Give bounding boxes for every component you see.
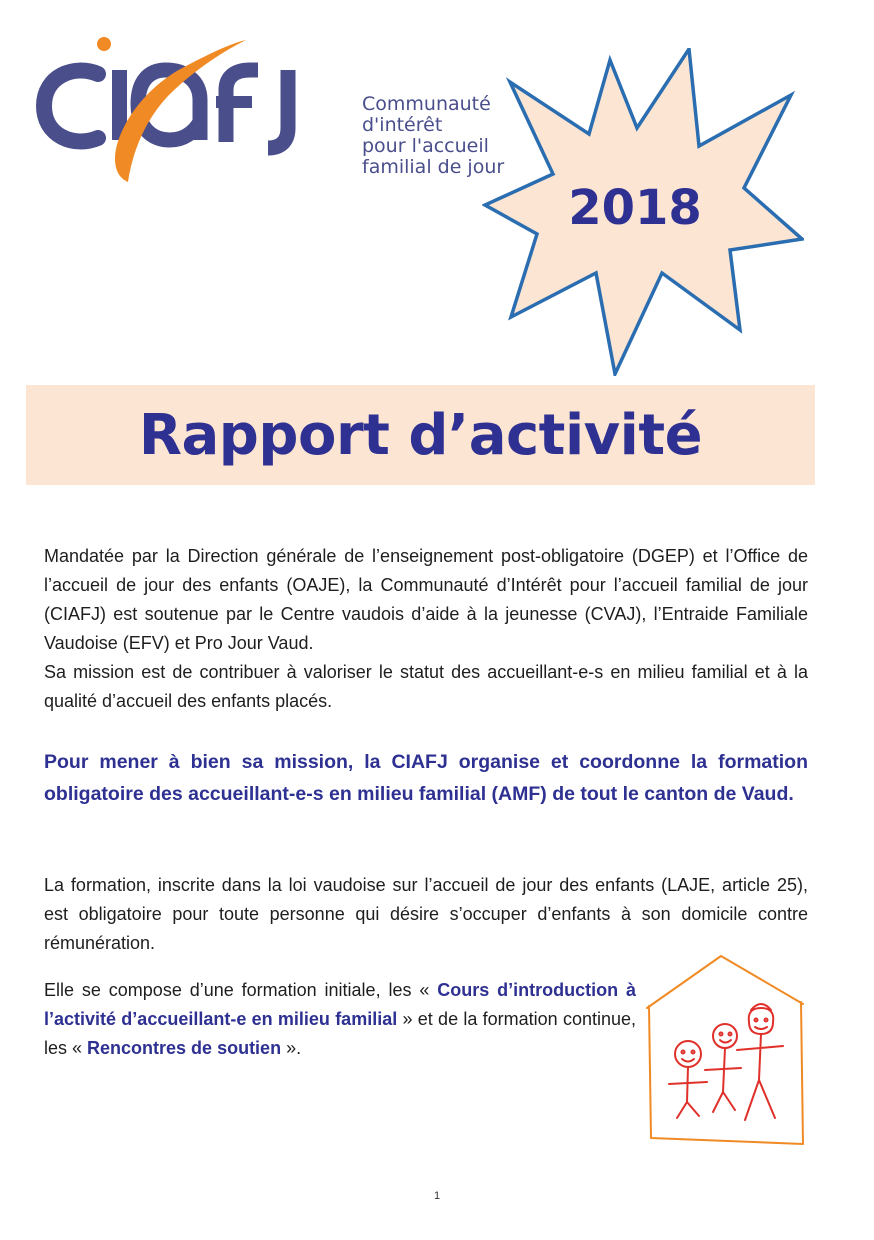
intro-section <box>44 542 808 716</box>
ciafj-logo <box>36 36 505 186</box>
course-name: Cours d’introduction à l’activité d’accueillant-e en milieu familial <box>44 980 636 1029</box>
formation-paragraph: La formation, inscrite dans la loi vaudoise sur l’accueil de jour des enfants (LAJE, article 25), est obligatoire pour toute personne qui désire s’occuper d’enfants à son domicile contre rémunération. <box>44 875 808 953</box>
logo-tagline-line: d'intérêt <box>362 114 443 136</box>
year-starburst <box>482 48 804 376</box>
figure-head <box>749 1008 774 1034</box>
mission-highlight: Pour mener à bien sa mission, la CIAFJ organise et coordonne la formation obligatoire des accueillant-e-s en milieu familial (AMF) de tout le canton de Vaud. <box>44 751 808 805</box>
ciafj-logo-mark <box>36 36 326 186</box>
figure-body <box>669 1067 707 1118</box>
meetings-name: Rencontres de soutien <box>87 1038 282 1058</box>
composition-text: » et de la formation continue, les « <box>44 1009 636 1058</box>
figure-head <box>675 1041 701 1067</box>
year-label: 2018 <box>568 180 702 236</box>
logo-tagline-line: pour l'accueil <box>362 135 489 157</box>
composition-paragraph <box>44 976 636 1063</box>
page-number: 1 <box>433 1190 441 1202</box>
composition-text: Elle se compose d’une formation initiale, les « <box>44 980 438 1000</box>
house-roof <box>647 956 803 1008</box>
title-banner <box>26 385 815 485</box>
figure-head <box>713 1024 737 1048</box>
logo-tagline-line: Communauté <box>362 93 491 115</box>
composition-text: ». <box>281 1038 302 1058</box>
figure-body <box>737 1034 783 1120</box>
intro-paragraph: Mandatée par la Direction générale de l’enseignement post-obligatoire (DGEP) et l’Office de l’accueil de jour des enfants (OAJE), la Communauté d’Intérêt pour l’accueil familial de jour (CIAFJ) est soutenue par le Centre vaudois d’aide à la jeunesse (CVAJ), l’Entraide Familiale Vaudoise (EFV) et Pro Jour Vaud. <box>44 546 808 653</box>
figure-body <box>705 1048 741 1112</box>
logo-tagline-line: familial de jour <box>362 156 505 178</box>
mission-paragraph: Sa mission est de contribuer à valoriser le statut des accueillant-e-s en milieu familial et à la qualité d’accueil des enfants placés. <box>44 662 808 711</box>
family-house-drawing <box>643 952 808 1147</box>
page-title: Rapport d’activité <box>138 402 703 468</box>
